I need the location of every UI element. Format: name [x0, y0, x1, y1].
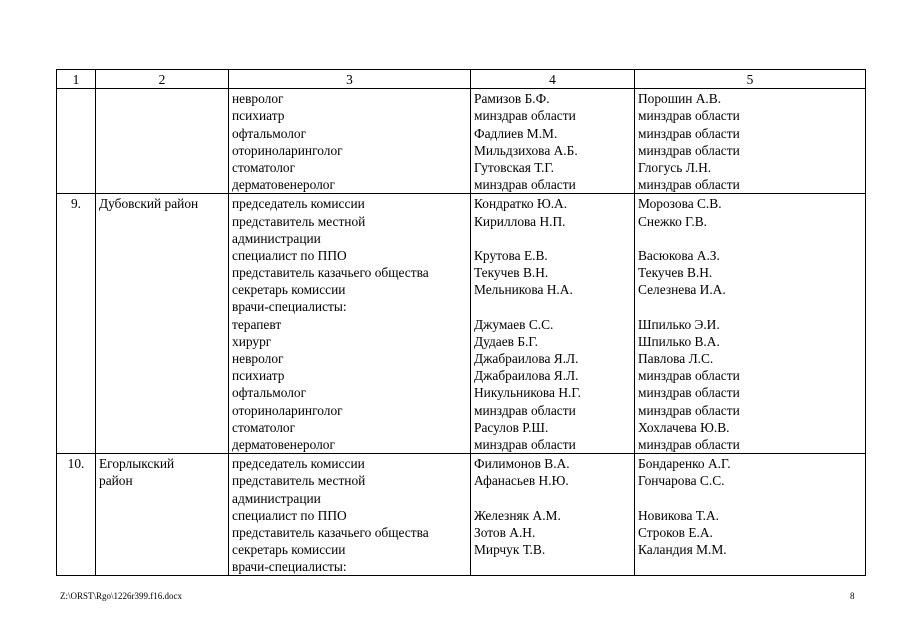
- reserve-line: Порошин А.В.: [638, 91, 722, 107]
- member-line: Джабраилова Я.Л.: [474, 368, 579, 384]
- member-line: Текучев В.Н.: [474, 265, 549, 281]
- role-line: специалист по ППО: [232, 507, 347, 523]
- row-number: 9.: [57, 194, 96, 454]
- role-line: секретарь комиссии: [232, 542, 346, 558]
- reserve-line: минздрав области: [638, 142, 740, 158]
- column-header: 4: [471, 70, 635, 89]
- footer-file-path: Z:\ORST\Rgo\1226r399.f16.docx: [60, 591, 182, 601]
- district-line: Дубовский район: [99, 196, 199, 212]
- member-cell: [471, 89, 635, 194]
- member-line: Зотов А.Н.: [474, 524, 536, 540]
- reserve-line: минздрав области: [638, 436, 740, 452]
- reserve-line: Каландия М.М.: [638, 542, 727, 558]
- member-line: Мирчук Т.В.: [474, 542, 546, 558]
- member-line: Никульникова Н.Г.: [474, 385, 581, 401]
- member-line: Мельникова Н.А.: [474, 282, 573, 298]
- member-line: минздрав области: [474, 402, 576, 418]
- reserve-cell: [635, 89, 866, 194]
- role-line: администрации: [232, 490, 321, 506]
- page-number: 8: [850, 591, 855, 601]
- reserve-line: [638, 490, 862, 507]
- column-header: 1: [57, 70, 96, 89]
- role-line: председатель комиссии: [232, 456, 365, 472]
- reserve-line: Павлова Л.С.: [638, 351, 714, 367]
- role-line: терапевт: [232, 316, 282, 332]
- reserve-line: Строков Е.А.: [638, 524, 713, 540]
- district-cell: [96, 194, 229, 454]
- header-row: [57, 70, 866, 89]
- member-line: минздрав области: [474, 177, 576, 193]
- member-line: Кириллова Н.П.: [474, 213, 566, 229]
- reserve-line: Глогусь Л.Н.: [638, 159, 712, 175]
- member-line: Филимонов В.А.: [474, 456, 570, 472]
- member-line: Рамизов Б.Ф.: [474, 91, 550, 107]
- role-line: хирург: [232, 333, 272, 349]
- role-line: оториноларинголог: [232, 402, 343, 418]
- district-line: район: [99, 473, 133, 489]
- role-line: оториноларинголог: [232, 142, 343, 158]
- member-line: Железняк А.М.: [474, 507, 561, 523]
- reserve-line: минздрав области: [638, 177, 740, 193]
- member-line: Крутова Е.В.: [474, 247, 548, 263]
- member-line: минздрав области: [474, 436, 576, 452]
- member-cell: [471, 454, 635, 576]
- member-line: Афанасьев Н.Ю.: [474, 473, 569, 489]
- role-line: дерматовенеролог: [232, 177, 335, 193]
- reserve-line: минздрав области: [638, 385, 740, 401]
- reserve-line: Гончарова С.С.: [638, 473, 725, 489]
- role-line: специалист по ППО: [232, 247, 347, 263]
- member-line: [474, 490, 631, 507]
- member-line: Фадлиев М.М.: [474, 125, 558, 141]
- row-number: 10.: [57, 454, 96, 576]
- member-line: Гутовская Т.Г.: [474, 159, 555, 175]
- role-line: врачи-специалисты:: [232, 299, 347, 315]
- role-line: председатель комиссии: [232, 196, 365, 212]
- role-line: офтальмолог: [232, 125, 307, 141]
- reserve-line: [638, 558, 862, 575]
- member-line: Мильдзихова А.Б.: [474, 142, 578, 158]
- role-line: стоматолог: [232, 419, 296, 435]
- role-line: психиатр: [232, 368, 285, 384]
- table-row: [57, 89, 866, 194]
- role-line: администрации: [232, 230, 321, 246]
- column-header: 5: [635, 70, 866, 89]
- reserve-line: Бондаренко А.Г.: [638, 456, 731, 472]
- member-line: Кондратко Ю.А.: [474, 196, 568, 212]
- member-line: Джумаев С.С.: [474, 316, 554, 332]
- reserve-line: Шпилько В.А.: [638, 333, 720, 349]
- district-line: Егорлыкский: [99, 456, 175, 472]
- role-line: представитель казачьего общества: [232, 524, 429, 540]
- reserve-line: минздрав области: [638, 108, 740, 124]
- district-cell: [96, 454, 229, 576]
- reserve-line: Шпилько Э.И.: [638, 316, 720, 332]
- role-line: стоматолог: [232, 159, 296, 175]
- member-line: Дудаев Б.Г.: [474, 333, 538, 349]
- member-line: [474, 558, 631, 575]
- reserve-line: минздрав области: [638, 125, 740, 141]
- column-header: 2: [96, 70, 229, 89]
- role-line: представитель казачьего общества: [232, 265, 429, 281]
- member-line: Джабраилова Я.Л.: [474, 351, 579, 367]
- commission-table: [56, 69, 866, 576]
- role-cell: [229, 194, 471, 454]
- reserve-line: Хохлачева Ю.В.: [638, 419, 730, 435]
- reserve-line: Васюкова А.З.: [638, 247, 720, 263]
- reserve-line: Новикова Т.А.: [638, 507, 720, 523]
- reserve-line: Селезнева И.А.: [638, 282, 726, 298]
- table-row: [57, 194, 866, 454]
- role-line: офтальмолог: [232, 385, 307, 401]
- role-cell: [229, 454, 471, 576]
- reserve-line: [638, 230, 862, 247]
- table-row: [57, 454, 866, 576]
- member-line: [474, 230, 631, 247]
- district-cell: [96, 89, 229, 194]
- reserve-line: минздрав области: [638, 402, 740, 418]
- reserve-cell: [635, 454, 866, 576]
- reserve-line: [638, 298, 862, 315]
- reserve-line: Текучев В.Н.: [638, 265, 713, 281]
- member-line: минздрав области: [474, 108, 576, 124]
- reserve-line: минздрав области: [638, 368, 740, 384]
- member-line: [474, 298, 631, 315]
- role-line: врачи-специалисты:: [232, 559, 347, 575]
- reserve-cell: [635, 194, 866, 454]
- member-cell: [471, 194, 635, 454]
- role-line: представитель местной: [232, 213, 366, 229]
- row-number: [57, 89, 96, 194]
- column-header: 3: [229, 70, 471, 89]
- role-line: психиатр: [232, 108, 285, 124]
- role-line: невролог: [232, 91, 284, 107]
- role-cell: [229, 89, 471, 194]
- reserve-line: Снежко Г.В.: [638, 213, 708, 229]
- role-line: секретарь комиссии: [232, 282, 346, 298]
- role-line: дерматовенеролог: [232, 436, 335, 452]
- role-line: представитель местной: [232, 473, 366, 489]
- role-line: невролог: [232, 351, 284, 367]
- reserve-line: Морозова С.В.: [638, 196, 722, 212]
- member-line: Расулов Р.Ш.: [474, 419, 549, 435]
